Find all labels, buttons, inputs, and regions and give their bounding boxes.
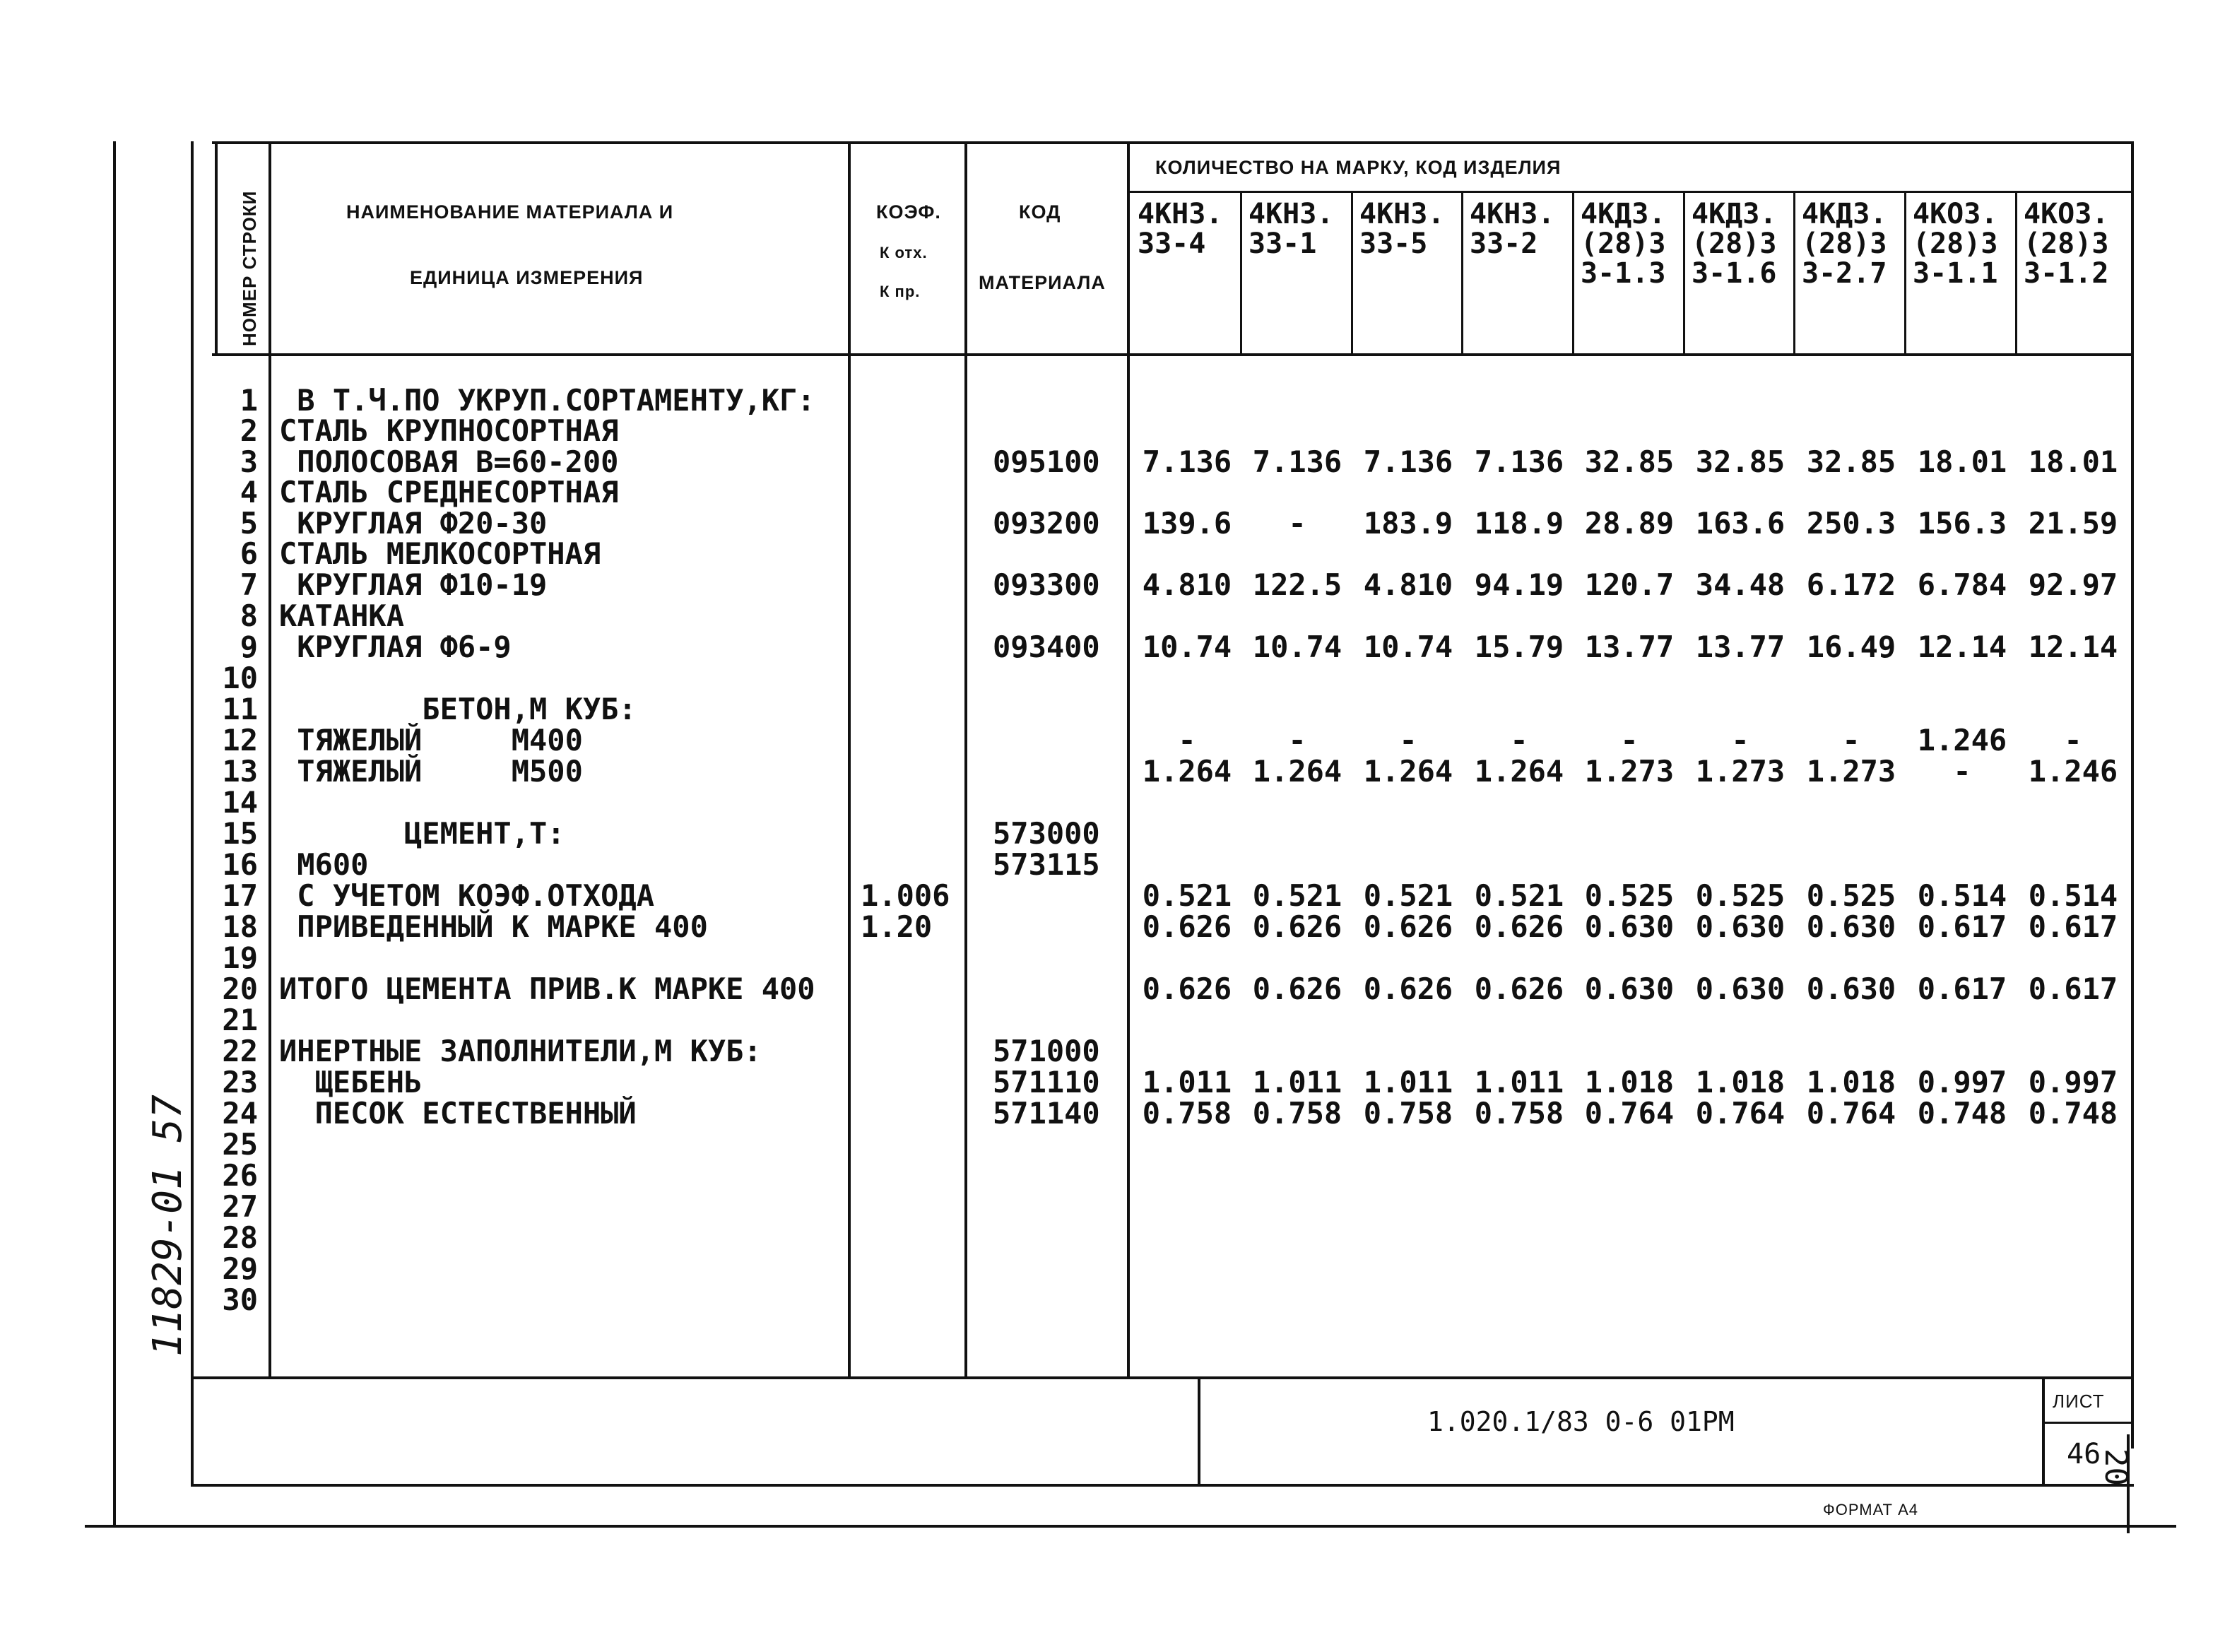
quantity-cell: 0.626 xyxy=(1252,972,1342,1006)
material-name: ПЕСОК ЕСТЕСТВЕННЫЙ xyxy=(279,1096,637,1131)
row-number: 23 xyxy=(222,1065,258,1099)
col-rownum-left xyxy=(215,141,218,353)
row-number: 17 xyxy=(222,878,258,913)
quantity-cell: - xyxy=(1288,723,1306,757)
product-code-header-line: (28)З xyxy=(2024,228,2109,260)
quantity-cell: 1.018 xyxy=(1584,1065,1675,1099)
material-name: ТЯЖЕЛЫЙ М500 xyxy=(279,754,583,789)
quantity-cell: 156.3 xyxy=(1917,506,2007,541)
quantity-cell: - xyxy=(1178,723,1196,757)
product-code-header-line: 4КНЗ. xyxy=(1249,198,1334,230)
quantity-cell: 1.011 xyxy=(1474,1065,1564,1099)
row-number: 14 xyxy=(222,785,258,820)
row-number: 28 xyxy=(222,1220,258,1255)
product-code-header-line: З-1.6 xyxy=(1692,257,1777,290)
row-number: 27 xyxy=(222,1189,258,1224)
material-code: 573000 xyxy=(993,816,1100,851)
row-number: 4 xyxy=(240,475,258,509)
koef-header-line3: К пр. xyxy=(880,283,921,300)
material-name: КРУГЛАЯ Ф6-9 xyxy=(279,630,512,664)
table-bottom-border xyxy=(191,1376,2134,1379)
row-number: 25 xyxy=(222,1127,258,1162)
material-code: 093200 xyxy=(993,506,1100,541)
code-header-line2: МАТЕРИАЛА xyxy=(979,272,1106,293)
quantity-cell: 1.011 xyxy=(1252,1065,1342,1099)
material-name: ПОЛОСОВАЯ В=60-200 xyxy=(279,444,619,479)
col-rownum-right xyxy=(268,141,271,1378)
row-number: 29 xyxy=(222,1251,258,1286)
quantity-cell: 0.617 xyxy=(1917,909,2007,944)
quantity-cell: 0.630 xyxy=(1806,972,1896,1006)
product-code-header-line: 4КОЗ. xyxy=(1913,198,1998,230)
quantity-cell: 183.9 xyxy=(1363,506,1453,541)
row-number: 8 xyxy=(240,598,258,633)
quantity-cell: 0.630 xyxy=(1584,909,1675,944)
qty-col-divider xyxy=(1351,191,1353,355)
quantity-cell: 12.14 xyxy=(1917,630,2007,664)
row-number: 2 xyxy=(240,413,258,448)
quantity-cell: 0.630 xyxy=(1584,972,1675,1006)
quantity-cell: 0.764 xyxy=(1584,1096,1675,1131)
row-number-header: НОМЕР СТРОКИ xyxy=(239,190,260,346)
format-label: ФОРМАТ А4 xyxy=(1823,1501,1919,1518)
product-code-header-line: (28)З xyxy=(1581,228,1666,260)
qty-col-divider xyxy=(1904,191,1906,355)
quantity-cell: 0.521 xyxy=(1474,878,1564,913)
row-number: 11 xyxy=(222,692,258,726)
quantity-cell: 120.7 xyxy=(1584,567,1675,602)
material-name: КРУГЛАЯ Ф10-19 xyxy=(279,567,548,602)
material-code: 571000 xyxy=(993,1034,1100,1068)
quantity-cell: 1.264 xyxy=(1142,754,1232,789)
material-code: 571110 xyxy=(993,1065,1100,1099)
quantity-cell: 6.784 xyxy=(1917,567,2007,602)
quantity-cell: 1.264 xyxy=(1252,754,1342,789)
row-number: 19 xyxy=(222,940,258,975)
row-number: 9 xyxy=(240,630,258,664)
quantity-cell: 1.273 xyxy=(1806,754,1896,789)
material-name: СТАЛЬ КРУПНОСОРТНАЯ xyxy=(279,413,619,448)
quantity-cell: 1.273 xyxy=(1695,754,1786,789)
qty-header: КОЛИЧЕСТВО НА МАРКУ, КОД ИЗДЕЛИЯ xyxy=(1155,157,1562,178)
row-number: 21 xyxy=(222,1003,258,1037)
quantity-cell: 0.758 xyxy=(1474,1096,1564,1131)
table-right-border xyxy=(2131,141,2134,1449)
quantity-cell: 1.011 xyxy=(1142,1065,1232,1099)
quantity-cell: 0.525 xyxy=(1695,878,1786,913)
table-top-border xyxy=(212,141,2134,144)
col-name-right xyxy=(848,141,851,1378)
row-number: 30 xyxy=(222,1282,258,1317)
quantity-cell: 10.74 xyxy=(1252,630,1342,664)
material-name: БЕТОН,М КУБ: xyxy=(279,692,637,726)
quantity-cell: 7.136 xyxy=(1252,444,1342,479)
quantity-cell: - xyxy=(1731,723,1749,757)
koef-value: 1.20 xyxy=(861,909,933,944)
margin-handwritten-note: 11829-01 57 xyxy=(145,1095,191,1357)
quantity-cell: 7.136 xyxy=(1363,444,1453,479)
qty-label-bottom xyxy=(1130,191,2131,193)
quantity-cell: 1.246 xyxy=(1917,723,2007,757)
material-name: С УЧЕТОМ КОЭФ.ОТХОДА xyxy=(279,878,655,913)
quantity-cell: 18.01 xyxy=(1917,444,2007,479)
name-header-line1: НАИМЕНОВАНИЕ МАТЕРИАЛА И xyxy=(346,201,674,223)
quantity-cell: 0.630 xyxy=(1695,909,1786,944)
col-koef-right xyxy=(964,141,967,1378)
row-number: 16 xyxy=(222,847,258,882)
footer-bottom-line xyxy=(191,1484,2134,1487)
quantity-cell: 0.758 xyxy=(1363,1096,1453,1131)
quantity-cell: 0.626 xyxy=(1363,909,1453,944)
material-code: 573115 xyxy=(993,847,1100,882)
quantity-cell: 118.9 xyxy=(1474,506,1564,541)
quantity-cell: 1.011 xyxy=(1363,1065,1453,1099)
quantity-cell: - xyxy=(1842,723,1860,757)
koef-value: 1.006 xyxy=(861,878,950,913)
quantity-cell: 32.85 xyxy=(1806,444,1896,479)
quantity-cell: 32.85 xyxy=(1584,444,1675,479)
quantity-cell: 6.172 xyxy=(1806,567,1896,602)
table-header-bottom-border xyxy=(212,353,2134,356)
material-name: М600 xyxy=(279,847,369,882)
row-number: 10 xyxy=(222,661,258,695)
quantity-cell: 0.626 xyxy=(1474,972,1564,1006)
material-name: ЦЕМЕНТ,Т: xyxy=(279,816,565,851)
quantity-cell: 94.19 xyxy=(1474,567,1564,602)
quantity-cell: 15.79 xyxy=(1474,630,1564,664)
product-code-header-line: З-1.2 xyxy=(2024,257,2109,290)
koef-header-line1: КОЭФ. xyxy=(876,201,941,223)
material-name: В Т.Ч.ПО УКРУП.СОРТАМЕНТУ,КГ: xyxy=(279,383,815,418)
material-name: КРУГЛАЯ Ф20-30 xyxy=(279,506,548,541)
product-code-header-line: 4КНЗ. xyxy=(1470,198,1555,230)
quantity-cell: 1.246 xyxy=(2028,754,2118,789)
quantity-cell: 0.617 xyxy=(2028,972,2118,1006)
quantity-cell: 0.626 xyxy=(1142,909,1232,944)
row-number: 7 xyxy=(240,567,258,602)
product-code-header-line: З-1.1 xyxy=(1913,257,1998,290)
quantity-cell: 0.514 xyxy=(2028,878,2118,913)
quantity-cell: 0.758 xyxy=(1252,1096,1342,1131)
product-code-header-line: ЗЗ-2 xyxy=(1470,228,1538,260)
product-code-header-line: З-2.7 xyxy=(1802,257,1887,290)
sheet-number: 46 xyxy=(2067,1438,2101,1470)
quantity-cell: 0.630 xyxy=(1806,909,1896,944)
quantity-cell: - xyxy=(2064,723,2082,757)
quantity-cell: 0.764 xyxy=(1806,1096,1896,1131)
quantity-cell: 32.85 xyxy=(1695,444,1786,479)
material-code: 093400 xyxy=(993,630,1100,664)
product-code-header-line: 4КНЗ. xyxy=(1138,198,1223,230)
quantity-cell: 92.97 xyxy=(2028,567,2118,602)
quantity-cell: 10.74 xyxy=(1142,630,1232,664)
material-code: 093300 xyxy=(993,567,1100,602)
qty-col-divider xyxy=(1793,191,1795,355)
quantity-cell: 0.525 xyxy=(1584,878,1675,913)
row-number: 15 xyxy=(222,816,258,851)
quantity-cell: 0.617 xyxy=(2028,909,2118,944)
row-number: 22 xyxy=(222,1034,258,1068)
quantity-cell: 0.514 xyxy=(1917,878,2007,913)
material-name: СТАЛЬ СРЕДНЕСОРТНАЯ xyxy=(279,475,619,509)
material-name: ПРИВЕДЕННЫЙ К МАРКЕ 400 xyxy=(279,909,708,944)
quantity-cell: 12.14 xyxy=(2028,630,2118,664)
quantity-cell: 0.997 xyxy=(1917,1065,2007,1099)
product-code-header-line: (28)З xyxy=(1692,228,1777,260)
quantity-cell: 0.748 xyxy=(1917,1096,2007,1131)
quantity-cell: 0.630 xyxy=(1695,972,1786,1006)
row-number: 26 xyxy=(222,1158,258,1193)
product-code-header-line: ЗЗ-5 xyxy=(1359,228,1428,260)
sheet-box-mid xyxy=(2042,1422,2132,1424)
row-number: 12 xyxy=(222,723,258,757)
code-header-line1: КОД xyxy=(1019,201,1061,223)
product-code-header-line: З-1.3 xyxy=(1581,257,1666,290)
quantity-cell: 1.018 xyxy=(1695,1065,1786,1099)
material-code: 095100 xyxy=(993,444,1100,479)
koef-header-line2: К отх. xyxy=(880,244,928,261)
row-number: 5 xyxy=(240,506,258,541)
qty-col-divider xyxy=(1683,191,1685,355)
material-code: 571140 xyxy=(993,1096,1100,1131)
material-name: ЩЕБЕНЬ xyxy=(279,1065,423,1099)
qty-col-divider xyxy=(1461,191,1463,355)
quantity-cell: 0.997 xyxy=(2028,1065,2118,1099)
quantity-cell: 0.758 xyxy=(1142,1096,1232,1131)
row-number: 24 xyxy=(222,1096,258,1131)
quantity-cell: 7.136 xyxy=(1142,444,1232,479)
quantity-cell: 4.810 xyxy=(1142,567,1232,602)
left-margin-line xyxy=(113,141,116,1526)
quantity-cell: - xyxy=(1510,723,1528,757)
row-number: 20 xyxy=(222,972,258,1006)
quantity-cell: 10.74 xyxy=(1363,630,1453,664)
row-number: 6 xyxy=(240,536,258,571)
product-code-header-line: 4КДЗ. xyxy=(1802,198,1887,230)
quantity-cell: - xyxy=(1288,506,1306,541)
quantity-cell: 0.626 xyxy=(1252,909,1342,944)
quantity-cell: 0.764 xyxy=(1695,1096,1786,1131)
quantity-cell: - xyxy=(1620,723,1639,757)
quantity-cell: 0.626 xyxy=(1363,972,1453,1006)
quantity-cell: 163.6 xyxy=(1695,506,1786,541)
qty-col-divider xyxy=(1572,191,1574,355)
row-number: 1 xyxy=(240,383,258,418)
right-margin-number: 20 xyxy=(2098,1449,2134,1486)
quantity-cell: 18.01 xyxy=(2028,444,2118,479)
table-outer-left xyxy=(191,141,194,1484)
qty-col-divider xyxy=(2015,191,2017,355)
quantity-cell: 16.49 xyxy=(1806,630,1896,664)
material-name: ИНЕРТНЫЕ ЗАПОЛНИТЕЛИ,М КУБ: xyxy=(279,1034,762,1068)
material-name: ТЯЖЕЛЫЙ М400 xyxy=(279,723,583,757)
quantity-cell: 0.626 xyxy=(1142,972,1232,1006)
quantity-cell: 13.77 xyxy=(1584,630,1675,664)
quantity-cell: 0.521 xyxy=(1363,878,1453,913)
quantity-cell: 0.521 xyxy=(1252,878,1342,913)
quantity-cell: 13.77 xyxy=(1695,630,1786,664)
quantity-cell: - xyxy=(1953,754,1971,789)
row-number: 3 xyxy=(240,444,258,479)
quantity-cell: - xyxy=(1399,723,1417,757)
quantity-cell: 0.617 xyxy=(1917,972,2007,1006)
quantity-cell: 0.748 xyxy=(2028,1096,2118,1131)
quantity-cell: 1.264 xyxy=(1474,754,1564,789)
material-name: ИТОГО ЦЕМЕНТА ПРИВ.К МАРКЕ 400 xyxy=(279,972,815,1006)
quantity-cell: 0.626 xyxy=(1474,909,1564,944)
quantity-cell: 7.136 xyxy=(1474,444,1564,479)
quantity-cell: 4.810 xyxy=(1363,567,1453,602)
product-code-header-line: 4КОЗ. xyxy=(2024,198,2109,230)
product-code-header-line: (28)З xyxy=(1913,228,1998,260)
footer-divider xyxy=(1198,1379,1200,1485)
quantity-cell: 1.264 xyxy=(1363,754,1453,789)
sheet-label: ЛИСТ xyxy=(2053,1391,2105,1412)
quantity-cell: 0.521 xyxy=(1142,878,1232,913)
quantity-cell: 139.6 xyxy=(1142,506,1232,541)
product-code-header-line: 4КНЗ. xyxy=(1359,198,1445,230)
quantity-cell: 1.273 xyxy=(1584,754,1675,789)
quantity-cell: 21.59 xyxy=(2028,506,2118,541)
qty-col-divider xyxy=(1240,191,1242,355)
product-code-header-line: 4КДЗ. xyxy=(1692,198,1777,230)
quantity-cell: 122.5 xyxy=(1252,567,1342,602)
material-name: КАТАНКА xyxy=(279,598,405,633)
sheet-box-left xyxy=(2042,1379,2045,1485)
quantity-cell: 0.525 xyxy=(1806,878,1896,913)
quantity-cell: 250.3 xyxy=(1806,506,1896,541)
row-number: 18 xyxy=(222,909,258,944)
name-header-line2: ЕДИНИЦА ИЗМЕРЕНИЯ xyxy=(410,267,644,288)
product-code-header-line: 4КДЗ. xyxy=(1581,198,1666,230)
bottom-margin-line xyxy=(85,1525,2176,1528)
col-code-right xyxy=(1127,141,1130,1378)
document-code: 1.020.1/83 0-6 01РМ xyxy=(1427,1406,1735,1437)
row-number: 13 xyxy=(222,754,258,789)
quantity-cell: 1.018 xyxy=(1806,1065,1896,1099)
material-name: СТАЛЬ МЕЛКОСОРТНАЯ xyxy=(279,536,601,571)
product-code-header-line: ЗЗ-1 xyxy=(1249,228,1317,260)
quantity-cell: 34.48 xyxy=(1695,567,1786,602)
product-code-header-line: (28)З xyxy=(1802,228,1887,260)
product-code-header-line: ЗЗ-4 xyxy=(1138,228,1206,260)
quantity-cell: 28.89 xyxy=(1584,506,1675,541)
